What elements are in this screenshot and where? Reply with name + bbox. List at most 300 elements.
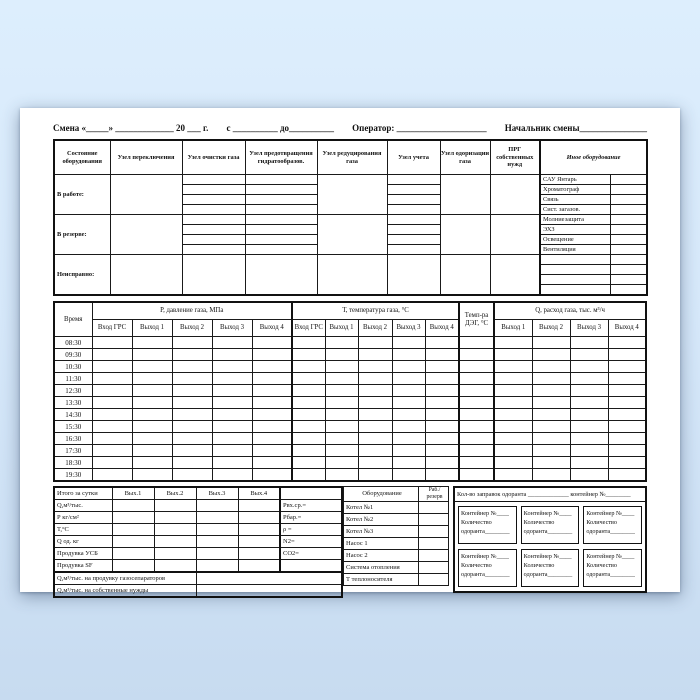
field-cell bbox=[358, 457, 392, 469]
field-cell bbox=[532, 361, 570, 373]
field-cell bbox=[425, 433, 459, 445]
field-cell bbox=[570, 409, 608, 421]
field-cell bbox=[325, 337, 358, 349]
field-cell bbox=[132, 337, 172, 349]
field-cell bbox=[292, 337, 325, 349]
odorant-grid bbox=[455, 502, 645, 591]
totals-row-label: Р кг/см² bbox=[54, 512, 112, 524]
col-header: Узел переключения bbox=[110, 140, 182, 175]
field-cell bbox=[419, 550, 449, 562]
field-cell bbox=[608, 421, 646, 433]
container-number-label: Контейнер №____ bbox=[523, 552, 572, 560]
field-cell bbox=[212, 373, 252, 385]
totals-row-label: Продувка УСБ bbox=[54, 548, 112, 560]
col-header: Узел очистки газа bbox=[182, 140, 245, 175]
container-number-label: Контейнер №____ bbox=[523, 510, 572, 517]
field-cell bbox=[570, 421, 608, 433]
field-cell bbox=[425, 385, 459, 397]
field-cell bbox=[252, 457, 292, 469]
time-col-header: Время bbox=[54, 302, 92, 337]
field-cell bbox=[570, 469, 608, 482]
field-cell bbox=[392, 337, 425, 349]
field-cell bbox=[532, 421, 570, 433]
field-cell bbox=[325, 361, 358, 373]
sub-header: Выход 1 bbox=[494, 320, 532, 337]
field-cell bbox=[358, 337, 392, 349]
field-cell bbox=[532, 433, 570, 445]
field-cell bbox=[132, 433, 172, 445]
field-cell bbox=[532, 469, 570, 482]
field-cell bbox=[325, 385, 358, 397]
field-cell bbox=[292, 385, 325, 397]
field-cell bbox=[292, 433, 325, 445]
odorant-qty-label: Количество bbox=[586, 561, 617, 569]
field-cell bbox=[425, 445, 459, 457]
field-cell bbox=[172, 361, 212, 373]
odorant-qty-label: Количество bbox=[523, 518, 555, 526]
odorant-qty-label: Количество bbox=[586, 518, 617, 526]
sub-header: Выход 4 bbox=[425, 320, 459, 337]
field-cell bbox=[419, 502, 449, 514]
col-header-other-equipment: Иное оборудование bbox=[540, 140, 647, 175]
time-cell: 15:30 bbox=[54, 421, 92, 433]
odorant-container-cell bbox=[521, 549, 580, 587]
other-equip-label: Вентиляция bbox=[540, 245, 610, 255]
field-cell bbox=[494, 397, 532, 409]
totals-row-label: Q,м³/тыс. bbox=[54, 500, 112, 512]
hourly-rows bbox=[54, 337, 646, 482]
time-cell: 09:30 bbox=[54, 349, 92, 361]
odorant-block bbox=[453, 486, 647, 593]
field-cell bbox=[325, 397, 358, 409]
sub-header: Выход 4 bbox=[252, 320, 292, 337]
field-cell bbox=[132, 361, 172, 373]
field-cell bbox=[358, 469, 392, 482]
field-cell bbox=[172, 397, 212, 409]
shift-label: Смена «_____» _____________ 20 ___ г. bbox=[53, 123, 209, 133]
field-cell bbox=[570, 385, 608, 397]
odorant-qty-label: Количество bbox=[461, 518, 492, 526]
field-cell bbox=[392, 385, 425, 397]
field-cell bbox=[392, 421, 425, 433]
field-cell bbox=[494, 409, 532, 421]
field-cell bbox=[292, 445, 325, 457]
field-cell bbox=[132, 409, 172, 421]
equipment-row bbox=[344, 514, 449, 526]
field-cell bbox=[172, 421, 212, 433]
container-number-label: Контейнер №____ bbox=[586, 510, 635, 517]
equipment-label: Насос 1 bbox=[344, 538, 419, 550]
hourly-row bbox=[54, 421, 646, 433]
field-cell bbox=[358, 349, 392, 361]
equipment-state-table bbox=[53, 139, 648, 296]
hourly-row bbox=[54, 349, 646, 361]
hourly-row bbox=[54, 337, 646, 349]
field-cell bbox=[172, 433, 212, 445]
container-number-label: Контейнер №____ bbox=[586, 552, 635, 560]
field-cell bbox=[132, 421, 172, 433]
field-cell bbox=[172, 349, 212, 361]
field-cell bbox=[419, 526, 449, 538]
field-cell bbox=[532, 373, 570, 385]
field-cell bbox=[196, 585, 342, 598]
field-cell bbox=[459, 457, 494, 469]
field-cell bbox=[172, 457, 212, 469]
daily-totals-table bbox=[53, 486, 343, 598]
field-cell bbox=[392, 373, 425, 385]
col-header: Узел предотвращения гидратообразов. bbox=[245, 140, 317, 175]
field-cell bbox=[425, 349, 459, 361]
time-cell: 10:30 bbox=[54, 361, 92, 373]
bottom-section bbox=[53, 486, 647, 598]
odorant-container-cell bbox=[458, 506, 517, 544]
gas-param-label: CO2= bbox=[280, 548, 342, 560]
equipment-row bbox=[344, 538, 449, 550]
col-header: Узел одоризации газа bbox=[440, 140, 490, 175]
other-equip-label: ЭХЗ bbox=[540, 225, 610, 235]
field-cell bbox=[419, 514, 449, 526]
field-cell bbox=[325, 457, 358, 469]
field-cell bbox=[325, 421, 358, 433]
hourly-row bbox=[54, 361, 646, 373]
field-cell bbox=[212, 385, 252, 397]
hourly-row bbox=[54, 433, 646, 445]
time-cell: 17:30 bbox=[54, 445, 92, 457]
gas-param-label: ρ = bbox=[280, 524, 342, 536]
field-cell bbox=[92, 409, 132, 421]
field-cell bbox=[608, 349, 646, 361]
time-cell: 19:30 bbox=[54, 469, 92, 482]
hourly-row bbox=[54, 385, 646, 397]
pressure-group-header: Р, давление газа, МПа bbox=[92, 302, 292, 320]
field-cell bbox=[292, 469, 325, 482]
field-cell bbox=[172, 385, 212, 397]
odorant-container-cell bbox=[583, 549, 642, 587]
field-cell bbox=[608, 469, 646, 482]
field-cell bbox=[252, 421, 292, 433]
field-cell bbox=[92, 457, 132, 469]
field-cell bbox=[459, 469, 494, 482]
field-cell bbox=[392, 409, 425, 421]
shift-period-label: с __________ до__________ bbox=[226, 123, 335, 133]
field-cell bbox=[532, 385, 570, 397]
field-cell bbox=[358, 373, 392, 385]
field-cell bbox=[132, 469, 172, 482]
state-label: В работе: bbox=[54, 175, 110, 215]
field-cell bbox=[358, 409, 392, 421]
field-cell bbox=[425, 469, 459, 482]
field-cell bbox=[212, 397, 252, 409]
field-cell bbox=[532, 409, 570, 421]
field-cell bbox=[419, 574, 449, 586]
shift-chief-label: Начальник смены_______________ bbox=[504, 123, 647, 133]
field-cell bbox=[172, 373, 212, 385]
field-cell bbox=[570, 361, 608, 373]
field-cell bbox=[292, 349, 325, 361]
odorant-qty-line: одоранта________ bbox=[461, 527, 510, 535]
totals-header: Вых.2 bbox=[154, 487, 196, 500]
field-cell bbox=[92, 421, 132, 433]
equipment-row bbox=[344, 574, 449, 586]
field-cell bbox=[252, 361, 292, 373]
odorant-qty-line: одоранта________ bbox=[523, 527, 573, 535]
sub-header: Выход 2 bbox=[532, 320, 570, 337]
field-cell bbox=[132, 397, 172, 409]
field-cell bbox=[358, 421, 392, 433]
odorant-container-cell bbox=[583, 506, 642, 544]
deg-temp-header: Темп-ра ДЭГ, °С bbox=[459, 302, 494, 337]
sub-header: Выход 3 bbox=[392, 320, 425, 337]
time-cell: 18:30 bbox=[54, 457, 92, 469]
gas-param-label: N2= bbox=[280, 536, 342, 548]
field-cell bbox=[92, 385, 132, 397]
field-cell bbox=[419, 538, 449, 550]
field-cell bbox=[132, 457, 172, 469]
field-cell bbox=[608, 409, 646, 421]
field-cell bbox=[358, 445, 392, 457]
field-cell bbox=[172, 445, 212, 457]
sub-header: Вход ГРС bbox=[292, 320, 325, 337]
field-cell bbox=[252, 385, 292, 397]
field-cell bbox=[252, 337, 292, 349]
totals-row-label: Q од. кг bbox=[54, 536, 112, 548]
hourly-row bbox=[54, 457, 646, 469]
equipment-label: Котел №3 bbox=[344, 526, 419, 538]
sub-header: Выход 2 bbox=[358, 320, 392, 337]
document-content bbox=[53, 108, 647, 598]
field-cell bbox=[212, 349, 252, 361]
operator-label: Оператор: ____________________ bbox=[352, 123, 487, 133]
field-cell bbox=[252, 397, 292, 409]
field-cell bbox=[532, 397, 570, 409]
field-cell bbox=[172, 409, 212, 421]
field-cell bbox=[92, 349, 132, 361]
work-reserve-header: Раб./резерв bbox=[419, 487, 449, 502]
block-in-work bbox=[54, 175, 647, 215]
field-cell bbox=[459, 337, 494, 349]
field-cell bbox=[196, 572, 342, 585]
col-header: Состояние оборудования bbox=[54, 140, 110, 175]
equipment-label: Котел №2 bbox=[344, 514, 419, 526]
field-cell bbox=[494, 361, 532, 373]
field-cell bbox=[392, 469, 425, 482]
field-cell bbox=[459, 397, 494, 409]
field-cell bbox=[425, 397, 459, 409]
other-equip-label: Связь bbox=[540, 195, 610, 205]
field-cell bbox=[459, 421, 494, 433]
sub-header: Выход 1 bbox=[325, 320, 358, 337]
field-cell bbox=[570, 457, 608, 469]
hourly-row bbox=[54, 373, 646, 385]
temperature-group-header: Т, температура газа, °С bbox=[292, 302, 459, 320]
field-cell bbox=[132, 445, 172, 457]
field-cell bbox=[608, 385, 646, 397]
odorant-qty-line: одоранта________ bbox=[586, 570, 635, 578]
field-cell bbox=[92, 373, 132, 385]
field-cell bbox=[425, 457, 459, 469]
field-cell bbox=[459, 361, 494, 373]
field-cell bbox=[92, 433, 132, 445]
field-cell bbox=[252, 409, 292, 421]
gas-param-label: Рвх.ср.= bbox=[280, 500, 342, 512]
field-cell bbox=[325, 409, 358, 421]
field-cell bbox=[212, 421, 252, 433]
field-cell bbox=[132, 373, 172, 385]
sub-header: Выход 3 bbox=[212, 320, 252, 337]
hourly-row bbox=[54, 397, 646, 409]
equipment-label: Система отопления bbox=[344, 562, 419, 574]
other-equip-label: Сист. загазов. bbox=[540, 205, 610, 215]
other-equip-label: Молниезащита bbox=[540, 215, 610, 225]
field-cell bbox=[358, 397, 392, 409]
field-cell bbox=[325, 349, 358, 361]
field-cell bbox=[172, 469, 212, 482]
equipment-row bbox=[344, 502, 449, 514]
odorant-qty-label: Количество bbox=[523, 561, 555, 569]
time-cell: 16:30 bbox=[54, 433, 92, 445]
block-in-reserve bbox=[54, 215, 647, 255]
sub-header: Вход ГРС bbox=[92, 320, 132, 337]
field-cell bbox=[459, 349, 494, 361]
field-cell bbox=[459, 433, 494, 445]
field-cell bbox=[252, 373, 292, 385]
container-number-label: Контейнер №____ bbox=[461, 552, 509, 560]
field-cell bbox=[494, 469, 532, 482]
other-equip-label: Хроматограф bbox=[540, 185, 610, 195]
field-cell bbox=[212, 361, 252, 373]
field-cell bbox=[252, 433, 292, 445]
field-cell bbox=[608, 433, 646, 445]
field-cell bbox=[570, 349, 608, 361]
field-cell bbox=[92, 337, 132, 349]
field-cell bbox=[252, 349, 292, 361]
field-cell bbox=[358, 385, 392, 397]
hourly-row bbox=[54, 445, 646, 457]
field-cell bbox=[252, 445, 292, 457]
totals-header: Вых.3 bbox=[196, 487, 238, 500]
field-cell bbox=[392, 445, 425, 457]
field-cell bbox=[608, 373, 646, 385]
field-cell bbox=[132, 385, 172, 397]
hourly-readings-table bbox=[53, 301, 647, 482]
other-equip-label bbox=[540, 275, 610, 285]
odorant-qty-line: одоранта________ bbox=[586, 527, 635, 535]
odorant-qty-line: одоранта________ bbox=[523, 570, 573, 578]
odorant-title: Кол-во заправок одоранта _____________ контейнер №________ bbox=[455, 488, 645, 502]
purge-totals-label: Q,м³/тыс. на продувку газосепараторов bbox=[54, 572, 196, 585]
col-header: Узел учета bbox=[387, 140, 440, 175]
time-cell: 13:30 bbox=[54, 397, 92, 409]
odorant-container-cell bbox=[458, 549, 517, 587]
totals-row-label: Т,°С bbox=[54, 524, 112, 536]
field-cell bbox=[494, 337, 532, 349]
field-cell bbox=[392, 397, 425, 409]
document-header-line bbox=[53, 123, 647, 133]
state-label: В резерве: bbox=[54, 215, 110, 255]
other-equip-label: Освещение bbox=[540, 235, 610, 245]
field-cell bbox=[92, 445, 132, 457]
hourly-row bbox=[54, 469, 646, 482]
other-equip-label: САУ Янтарь bbox=[540, 175, 610, 185]
time-cell: 12:30 bbox=[54, 385, 92, 397]
field-cell bbox=[459, 373, 494, 385]
field-cell bbox=[570, 397, 608, 409]
field-cell bbox=[292, 397, 325, 409]
sub-header: Выход 2 bbox=[172, 320, 212, 337]
field-cell bbox=[570, 337, 608, 349]
other-equip-label bbox=[540, 255, 610, 265]
field-cell bbox=[392, 349, 425, 361]
totals-header: Вых.1 bbox=[112, 487, 154, 500]
equipment-row bbox=[344, 526, 449, 538]
odorant-qty-line: одоранта________ bbox=[461, 570, 510, 578]
field-cell bbox=[419, 562, 449, 574]
equipment-header: Оборудование bbox=[344, 487, 419, 502]
field-cell bbox=[292, 409, 325, 421]
field-cell bbox=[212, 457, 252, 469]
field-cell bbox=[608, 445, 646, 457]
field-cell bbox=[358, 433, 392, 445]
field-cell bbox=[212, 337, 252, 349]
field-cell bbox=[325, 373, 358, 385]
other-equip-label bbox=[540, 285, 610, 296]
field-cell bbox=[494, 445, 532, 457]
field-cell bbox=[494, 421, 532, 433]
field-cell bbox=[325, 445, 358, 457]
container-number-label: Контейнер №____ bbox=[461, 510, 509, 517]
odorant-container-cell bbox=[521, 506, 580, 544]
field-cell bbox=[325, 469, 358, 482]
field-cell bbox=[494, 385, 532, 397]
totals-header: Итого за сутки bbox=[54, 487, 112, 500]
own-needs-label: Q,м³/тыс. на собственные нужды bbox=[54, 585, 196, 598]
sub-header: Выход 4 bbox=[608, 320, 646, 337]
field-cell bbox=[494, 433, 532, 445]
field-cell bbox=[392, 457, 425, 469]
field-cell bbox=[494, 349, 532, 361]
field-cell bbox=[608, 337, 646, 349]
col-header: Узел редуцирования газа bbox=[317, 140, 387, 175]
equipment-label: Т теплоносителя bbox=[344, 574, 419, 586]
field-cell bbox=[532, 349, 570, 361]
field-cell bbox=[532, 337, 570, 349]
col-header: ПРГ собственных нужд bbox=[490, 140, 540, 175]
field-cell bbox=[425, 337, 459, 349]
field-cell bbox=[212, 409, 252, 421]
field-cell bbox=[425, 409, 459, 421]
field-cell bbox=[252, 469, 292, 482]
equipment-rows bbox=[344, 502, 449, 586]
field-cell bbox=[132, 349, 172, 361]
field-cell bbox=[358, 361, 392, 373]
field-cell bbox=[608, 397, 646, 409]
odorant-qty-label: Количество bbox=[461, 561, 492, 569]
block-faulty bbox=[54, 255, 647, 296]
gas-param-label: Рбар.= bbox=[280, 512, 342, 524]
totals-header: Вых.4 bbox=[238, 487, 280, 500]
field-cell bbox=[459, 445, 494, 457]
boiler-equipment-table bbox=[343, 486, 449, 586]
field-cell bbox=[172, 337, 212, 349]
equipment-row bbox=[344, 550, 449, 562]
field-cell bbox=[92, 361, 132, 373]
field-cell bbox=[292, 373, 325, 385]
field-cell bbox=[392, 433, 425, 445]
equipment-label: Насос 2 bbox=[344, 550, 419, 562]
field-cell bbox=[608, 361, 646, 373]
hourly-row bbox=[54, 409, 646, 421]
field-cell bbox=[570, 433, 608, 445]
